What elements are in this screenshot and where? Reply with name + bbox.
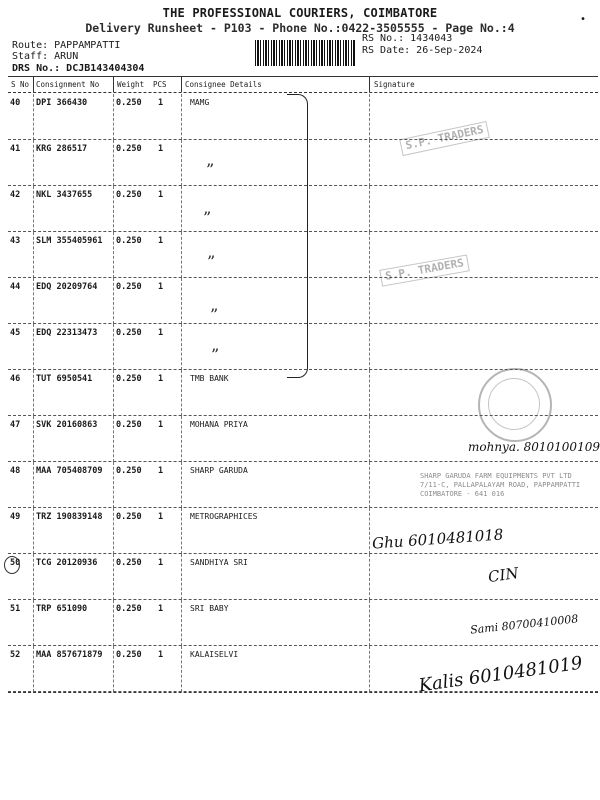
row-pcs: 1 <box>158 144 164 154</box>
col-divider <box>33 600 34 646</box>
col-divider <box>181 76 182 92</box>
signature: Ghu 6010481018 <box>371 525 504 553</box>
row-sno: 51 <box>10 604 21 614</box>
row-sno: 44 <box>10 282 21 292</box>
col-divider <box>33 416 34 462</box>
row-weight: 0.250 <box>116 420 142 430</box>
col-divider <box>181 324 182 370</box>
col-header-signature: Signature <box>374 80 415 89</box>
col-header-sno: S No <box>11 80 30 89</box>
row-consignee: MOHANA PRIYA <box>190 420 248 429</box>
row-weight: 0.250 <box>116 236 142 246</box>
row-weight: 0.250 <box>116 650 142 660</box>
col-divider <box>33 324 34 370</box>
col-divider <box>181 186 182 232</box>
table-bottom-rule <box>8 692 598 693</box>
col-divider <box>369 186 370 232</box>
col-divider <box>33 278 34 324</box>
row-pcs: 1 <box>158 604 164 614</box>
row-sno: 43 <box>10 236 21 246</box>
col-divider <box>113 416 114 462</box>
row-consignment-no: EDQ 22313473 <box>36 328 98 338</box>
col-divider <box>113 554 114 600</box>
company-name: THE PROFESSIONAL COURIERS, COIMBATORE <box>162 6 438 20</box>
table-row <box>0 508 600 554</box>
col-header-weight: Weight <box>117 80 145 89</box>
col-divider <box>33 140 34 186</box>
row-consignment-no: SLM 355405961 <box>36 236 103 246</box>
stamp-text: SHARP GARUDA FARM EQUIPMENTS PVT LTD <box>420 472 572 480</box>
row-consignee: TMB BANK <box>190 374 229 383</box>
row-consignee: MAMG <box>190 98 210 107</box>
staff-label: Staff: ARUN <box>12 51 79 62</box>
barcode-icon <box>255 40 355 66</box>
ditto-mark: ” <box>207 252 216 271</box>
drs-number: DRS No.: DCJB143404304 <box>12 63 145 74</box>
row-consignee: KALAISELVI <box>190 650 239 659</box>
row-weight: 0.250 <box>116 282 142 292</box>
row-weight: 0.250 <box>116 512 142 522</box>
row-pcs: 1 <box>158 98 164 108</box>
col-divider <box>181 462 182 508</box>
col-divider <box>33 462 34 508</box>
circle-mark-icon <box>4 556 20 574</box>
route-label: Route: PAPPAMPATTI <box>12 40 121 51</box>
row-consignee: SHARP GARUDA <box>190 466 248 475</box>
table-header-rule <box>8 92 598 93</box>
ditto-mark: ” <box>206 160 215 179</box>
row-consignment-no: KRG 286517 <box>36 144 88 154</box>
row-pcs: 1 <box>158 190 164 200</box>
row-weight: 0.250 <box>116 190 142 200</box>
row-pcs: 1 <box>158 466 164 476</box>
col-divider <box>113 140 114 186</box>
row-pcs: 1 <box>158 374 164 384</box>
col-divider <box>113 324 114 370</box>
row-consignment-no: MAA 705408709 <box>36 466 103 476</box>
col-header-consignee: Consignee Details <box>185 80 262 89</box>
row-weight: 0.250 <box>116 604 142 614</box>
ditto-mark: ” <box>211 345 220 364</box>
signature: CIN <box>486 563 520 587</box>
signature: Sami 80700410008 <box>469 612 579 637</box>
col-header-pcs: PCS <box>153 80 167 89</box>
row-weight: 0.250 <box>116 466 142 476</box>
col-divider <box>369 646 370 692</box>
row-consignment-no: TRP 651090 <box>36 604 88 614</box>
row-sno: 49 <box>10 512 21 522</box>
col-divider <box>181 554 182 600</box>
col-divider <box>113 508 114 554</box>
row-consignment-no: TUT 6950541 <box>36 374 93 384</box>
ditto-mark: ” <box>210 305 219 324</box>
row-sno: 50 <box>10 558 21 568</box>
col-divider <box>113 94 114 140</box>
row-weight: 0.250 <box>116 374 142 384</box>
row-weight: 0.250 <box>116 144 142 154</box>
row-pcs: 1 <box>158 558 164 568</box>
bank-seal <box>478 368 552 442</box>
row-consignment-no: NKL 3437655 <box>36 190 93 200</box>
col-divider <box>33 94 34 140</box>
grouping-brace <box>287 94 308 378</box>
signature: Kalis 6010481019 <box>417 652 584 697</box>
col-divider <box>33 76 34 92</box>
col-divider <box>181 370 182 416</box>
row-pcs: 1 <box>158 282 164 292</box>
row-sno: 52 <box>10 650 21 660</box>
col-divider <box>113 186 114 232</box>
col-divider <box>113 646 114 692</box>
row-sno: 40 <box>10 98 21 108</box>
row-pcs: 1 <box>158 420 164 430</box>
corner-mark-icon: • <box>579 14 586 25</box>
row-sno: 48 <box>10 466 21 476</box>
row-consignment-no: SVK 20160863 <box>36 420 98 430</box>
col-divider <box>369 370 370 416</box>
col-header-consignment: Consignment No <box>36 80 100 89</box>
row-consignment-no: DPI 366430 <box>36 98 88 108</box>
signature: mohnya. 8010100109 <box>468 440 600 454</box>
row-consignment-no: TCG 20120936 <box>36 558 98 568</box>
row-sno: 46 <box>10 374 21 384</box>
col-divider <box>369 140 370 186</box>
row-consignment-no: TRZ 190839148 <box>36 512 103 522</box>
col-divider <box>369 278 370 324</box>
col-divider <box>33 186 34 232</box>
stamp-text: COIMBATORE - 641 016 <box>420 490 505 498</box>
col-divider <box>181 600 182 646</box>
row-pcs: 1 <box>158 512 164 522</box>
row-sno: 42 <box>10 190 21 200</box>
row-sno: 41 <box>10 144 21 154</box>
row-consignee: SANDHIYA SRI <box>190 558 248 567</box>
col-divider <box>369 416 370 462</box>
row-sno: 47 <box>10 420 21 430</box>
row-consignment-no: EDQ 20209764 <box>36 282 98 292</box>
col-divider <box>33 646 34 692</box>
col-divider <box>181 232 182 278</box>
col-divider <box>181 508 182 554</box>
row-consignee: SRI BABY <box>190 604 229 613</box>
col-divider <box>369 554 370 600</box>
col-divider <box>181 416 182 462</box>
col-divider <box>369 232 370 278</box>
col-divider <box>33 232 34 278</box>
col-divider <box>113 232 114 278</box>
stamp-text: S.P. TRADERS <box>404 122 485 153</box>
rs-number: RS No.: 1434043 <box>362 33 453 44</box>
row-consignment-no: MAA 857671879 <box>36 650 103 660</box>
col-divider <box>369 76 370 92</box>
row-pcs: 1 <box>158 650 164 660</box>
col-divider <box>113 76 114 92</box>
col-divider <box>369 462 370 508</box>
runsheet-title: Delivery Runsheet - P103 - Phone No.:0422-3505555 - Page No.:4 <box>85 21 515 35</box>
row-sno: 45 <box>10 328 21 338</box>
col-divider <box>113 462 114 508</box>
col-divider <box>369 324 370 370</box>
company-stamp <box>416 470 584 501</box>
col-divider <box>113 278 114 324</box>
row-weight: 0.250 <box>116 98 142 108</box>
col-divider <box>369 600 370 646</box>
row-weight: 0.250 <box>116 558 142 568</box>
ditto-mark: ” <box>203 208 212 227</box>
table-top-rule <box>8 76 598 77</box>
col-divider <box>33 370 34 416</box>
row-pcs: 1 <box>158 236 164 246</box>
col-divider <box>181 140 182 186</box>
col-divider <box>113 600 114 646</box>
col-divider <box>33 554 34 600</box>
row-weight: 0.250 <box>116 328 142 338</box>
col-divider <box>181 278 182 324</box>
col-divider <box>33 508 34 554</box>
stamp-text: 7/11-C, PALLAPALAYAM ROAD, PAPPAMPATTI <box>420 481 581 489</box>
stamp-text: S.P. TRADERS <box>384 256 465 283</box>
col-divider <box>369 94 370 140</box>
col-divider <box>113 370 114 416</box>
row-consignee: METROGRAPHICES <box>190 512 258 521</box>
col-divider <box>181 646 182 692</box>
col-divider <box>181 94 182 140</box>
col-divider <box>369 508 370 554</box>
rs-date: RS Date: 26-Sep-2024 <box>362 45 483 56</box>
row-pcs: 1 <box>158 328 164 338</box>
